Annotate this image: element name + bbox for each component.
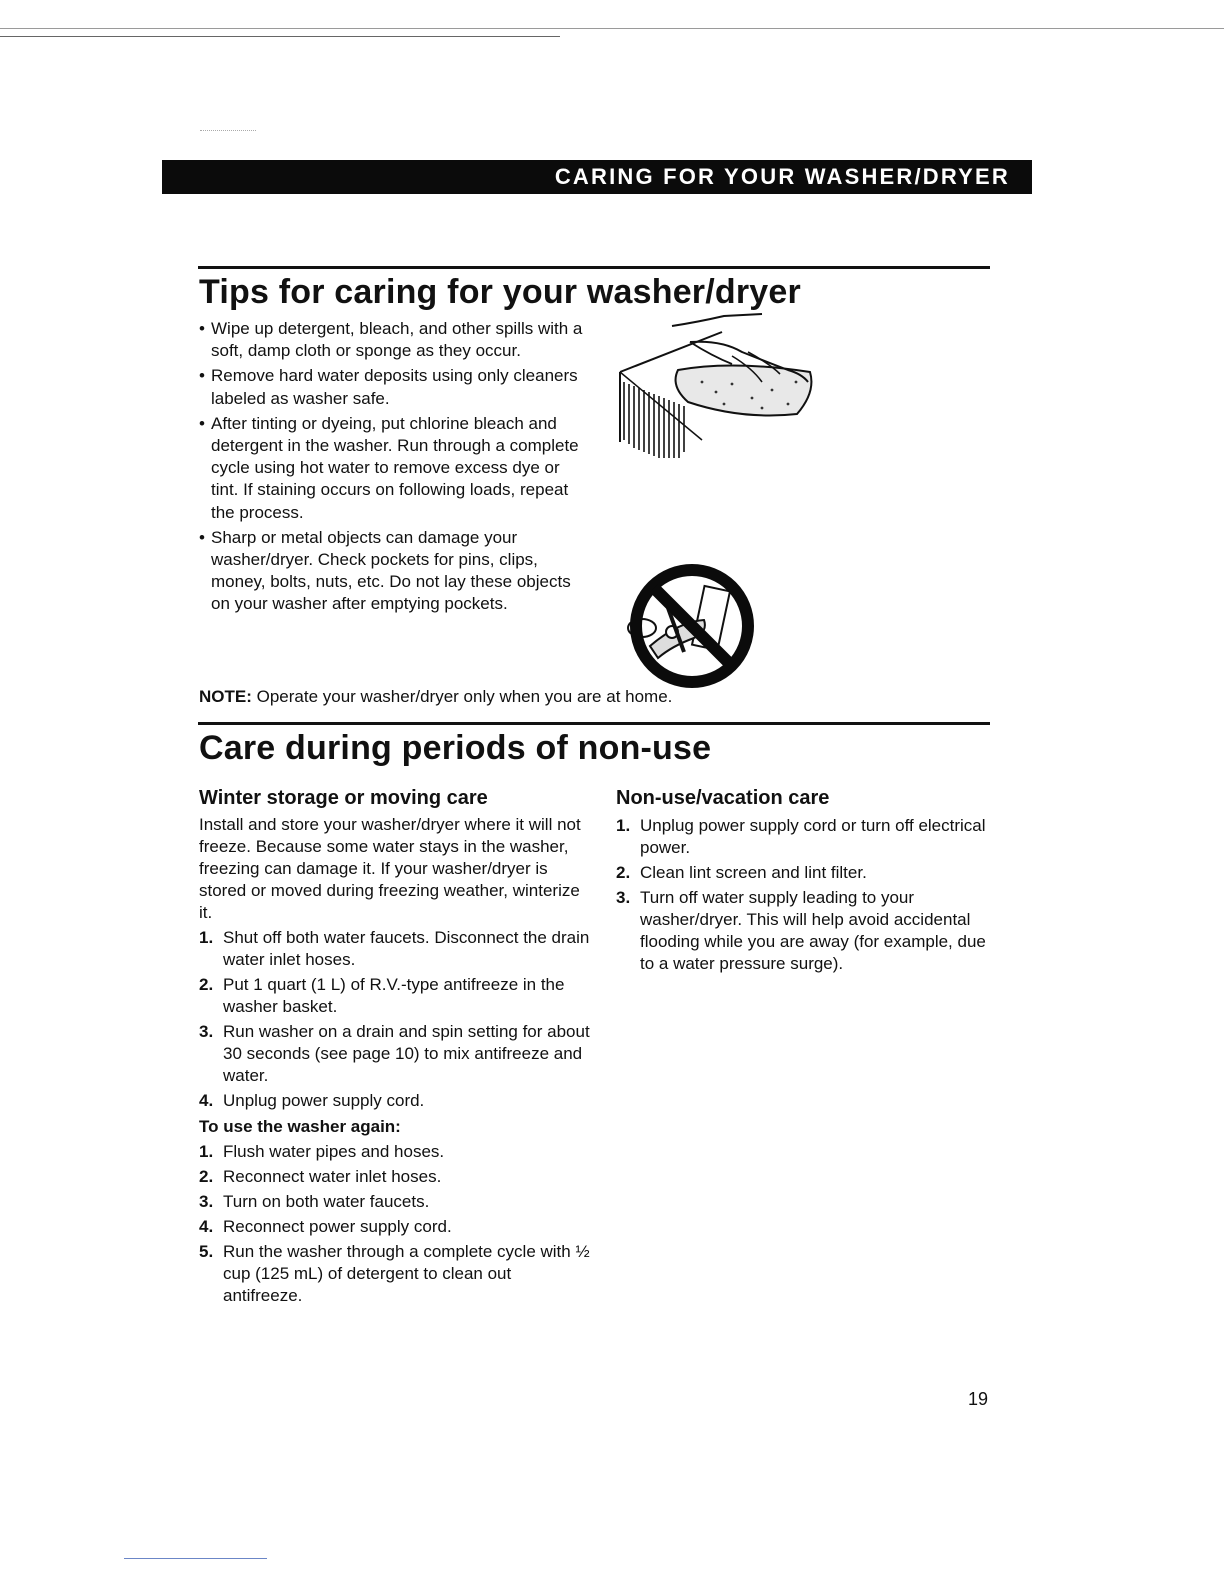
tip-text: Remove hard water deposits using only cleaners labeled as washer safe. xyxy=(211,366,578,408)
heading-rule xyxy=(198,266,990,269)
winter-column xyxy=(199,814,591,1307)
list-item: • After tinting or dyeing, put chlorine bleach and detergent in the washer. Run through a complete cycle using hot water to remove excess dye or tint. If staining occurs on following loads, repeat the process. xyxy=(199,413,579,522)
tip-text: After tinting or dyeing, put chlorine bleach and detergent in the washer. Run through a complete cycle using hot water to remove excess dye or tint. If staining occurs on following loads, repeat the process. xyxy=(211,413,579,522)
vacation-steps xyxy=(616,815,994,975)
sponge-wiping-icon xyxy=(612,312,822,462)
list-item: 2. Put 1 quart (1 L) of R.V.-type antifreeze in the washer basket. xyxy=(199,975,565,1016)
list-item: 1. Flush water pipes and hoses. xyxy=(199,1142,445,1161)
scan-artifact xyxy=(200,130,256,131)
list-item: 3. Run washer on a drain and spin setting for about 30 seconds (see page 10) to mix antifreeze and water. xyxy=(199,1022,590,1085)
scan-edge-line xyxy=(0,36,560,37)
list-item: 2. Clean lint screen and lint filter. xyxy=(616,863,867,882)
list-item: 4. Reconnect power supply cord. xyxy=(199,1217,452,1236)
list-item: 2. Reconnect water inlet hoses. xyxy=(199,1167,442,1186)
list-item: 1. Unplug power supply cord or turn off electrical power. xyxy=(616,816,986,857)
list-item: 5. Run the washer through a complete cycle with ½ cup (125 mL) of detergent to clean out antifreeze. xyxy=(199,1242,590,1305)
heading-rule xyxy=(198,722,990,725)
use-again-steps xyxy=(199,1141,591,1307)
tip-text: Wipe up detergent, bleach, and other spills with a soft, damp cloth or sponge as they occur. xyxy=(211,319,583,361)
note-label: NOTE: xyxy=(199,687,252,706)
winter-intro: Install and store your washer/dryer where it will not freeze. Because some water stays in the washer, freezing can damage it. If your washer/dryer is stored or moved during freezing weather, winterize it. xyxy=(199,815,581,922)
no-metal-objects-icon xyxy=(608,562,768,692)
tips-list xyxy=(199,318,591,619)
page-number: 19 xyxy=(968,1389,989,1409)
list-item: • Sharp or metal objects can damage your washer/dryer. Check pockets for pins, clips, money, bolts, nuts, etc. Do not lay these objects on your washer after emptying pockets. xyxy=(199,527,571,614)
tip-text: Sharp or metal objects can damage your washer/dryer. Check pockets for pins, clips, money, bolts, nuts, etc. Do not lay these objects on your washer after emptying pockets. xyxy=(211,527,571,614)
note xyxy=(199,686,672,708)
note-text: Operate your washer/dryer only when you are at home. xyxy=(251,687,673,706)
list-item: 4. Unplug power supply cord. xyxy=(199,1091,425,1110)
vacation-heading: Non-use/vacation care xyxy=(616,787,830,809)
tips-heading: Tips for caring for your washer/dryer xyxy=(199,273,801,311)
list-item: 1. Shut off both water faucets. Disconnect the drain water inlet hoses. xyxy=(199,928,590,969)
winter-heading: Winter storage or moving care xyxy=(199,787,488,809)
list-item: • Wipe up detergent, bleach, and other spills with a soft, damp cloth or sponge as they occur. xyxy=(199,319,583,361)
vacation-column xyxy=(616,812,994,975)
nonuse-heading: Care during periods of non-use xyxy=(199,729,712,767)
section-banner: CARING FOR YOUR WASHER/DRYER xyxy=(162,160,1032,194)
list-item: 3. Turn off water supply leading to your washer/dryer. This will help avoid accidental flooding while you are away (for example, due to a water pressure surge). xyxy=(616,888,986,973)
scan-edge-line xyxy=(124,1558,267,1559)
winter-steps xyxy=(199,927,591,1112)
list-item: 3. Turn on both water faucets. xyxy=(199,1192,430,1211)
scan-edge-line xyxy=(0,28,1224,29)
use-again-heading: To use the washer again: xyxy=(199,1117,401,1136)
list-item: • Remove hard water deposits using only cleaners labeled as washer safe. xyxy=(199,366,578,408)
